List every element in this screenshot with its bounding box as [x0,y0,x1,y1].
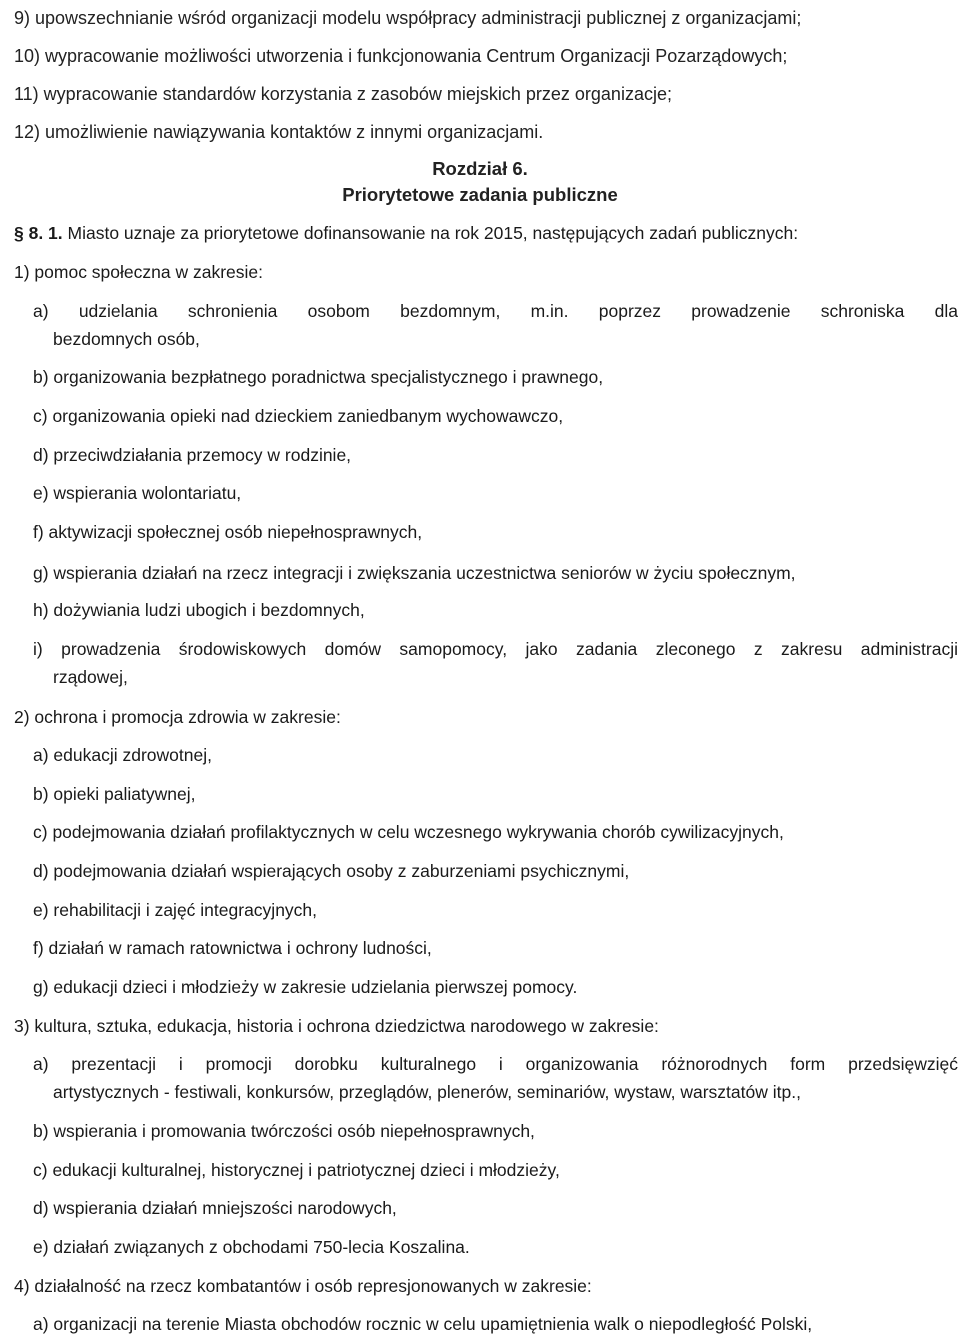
paragraph-label: § 8. 1. [14,223,63,243]
list-item-11: 11) wypracowanie standardów korzystania z zasobów miejskich przez organizacje; [14,84,672,104]
section-2-item-f: f) działań w ramach ratownictwa i ochrony ludności, [33,938,432,958]
section-2-item-e: e) rehabilitacji i zajęć integracyjnych, [33,900,318,920]
section-3-item-c: c) edukacji kulturalnej, historycznej i patriotycznej dzieci i młodzieży, [33,1160,560,1180]
section-4-item-a: a) organizacji na terenie Miasta obchodów rocznic w celu upamiętnienia walk o niepodległość Polski, [33,1314,813,1334]
section-3-item-d: d) wspierania działań mniejszości narodowych, [33,1198,397,1218]
section-1-item-c: c) organizowania opieki nad dzieckiem zaniedbanym wychowawczo, [33,406,564,426]
section-1-item-e: e) wspierania wolontariatu, [33,483,242,503]
list-item-9: 9) upowszechnianie wśród organizacji modelu współpracy administracji publicznej z organizacjami; [14,8,802,28]
section-1-item-d: d) przeciwdziałania przemocy w rodzinie, [33,445,352,465]
section-2-item-d: d) podejmowania działań wspierających osoby z zaburzeniami psychicznymi, [33,861,630,881]
section-2-item-b: b) opieki paliatywnej, [33,784,196,804]
paragraph-text: Miasto uznaje za priorytetowe dofinansowanie na rok 2015, następujących zadań publicznych: [67,223,799,243]
section-1-item-i-cont: rządowej, [53,667,128,687]
section-1-item-a: a) udzielania schronienia osobom bezdomnym, m.in. poprzez prowadzenie schroniska dla [33,301,958,321]
section-1-item-i: i) prowadzenia środowiskowych domów samopomocy, jako zadania zleconego z zakresu administracji [33,639,958,659]
list-item-12: 12) umożliwienie nawiązywania kontaktów z innymi organizacjami. [14,122,544,142]
section-3-heading: 3) kultura, sztuka, edukacja, historia i ochrona dziedzictwa narodowego w zakresie: [14,1016,659,1036]
list-item-10: 10) wypracowanie możliwości utworzenia i funkcjonowania Centrum Organizacji Pozarządowych; [14,46,788,66]
section-2-item-c: c) podejmowania działań profilaktycznych w celu wczesnego wykrywania chorób cywilizacyjnych, [33,822,784,842]
section-2-item-g: g) edukacji dzieci i młodzieży w zakresie udzielania pierwszej pomocy. [33,977,578,997]
section-1-item-h: h) dożywiania ludzi ubogich i bezdomnych, [33,600,365,620]
section-1-heading: 1) pomoc społeczna w zakresie: [14,262,263,282]
chapter-number: Rozdział 6. [432,158,528,179]
section-2-item-a: a) edukacji zdrowotnej, [33,745,212,765]
section-4-heading: 4) działalność na rzecz kombatantów i osób represjonowanych w zakresie: [14,1276,592,1296]
section-1-item-g: g) wspierania działań na rzecz integracji i zwiększania uczestnictwa seniorów w życiu społecznym, [33,563,796,583]
chapter-title: Priorytetowe zadania publiczne [342,184,618,205]
section-3-item-b: b) wspierania i promowania twórczości osób niepełnosprawnych, [33,1121,535,1141]
section-1-item-f: f) aktywizacji społecznej osób niepełnosprawnych, [33,522,423,542]
section-1-item-a-cont: bezdomnych osób, [53,329,200,349]
paragraph-8-1 [14,221,798,245]
section-1-item-b: b) organizowania bezpłatnego poradnictwa specjalistycznego i prawnego, [33,367,604,387]
section-3-item-e: e) działań związanych z obchodami 750-lecia Koszalina. [33,1237,470,1257]
section-3-item-a: a) prezentacji i promocji dorobku kulturalnego i organizowania różnorodnych form przedsięwzięć [33,1054,958,1074]
section-3-item-a-cont: artystycznych - festiwali, konkursów, przeglądów, plenerów, seminariów, wystaw, warsztatów itp., [53,1082,801,1102]
section-2-heading: 2) ochrona i promocja zdrowia w zakresie: [14,707,341,727]
